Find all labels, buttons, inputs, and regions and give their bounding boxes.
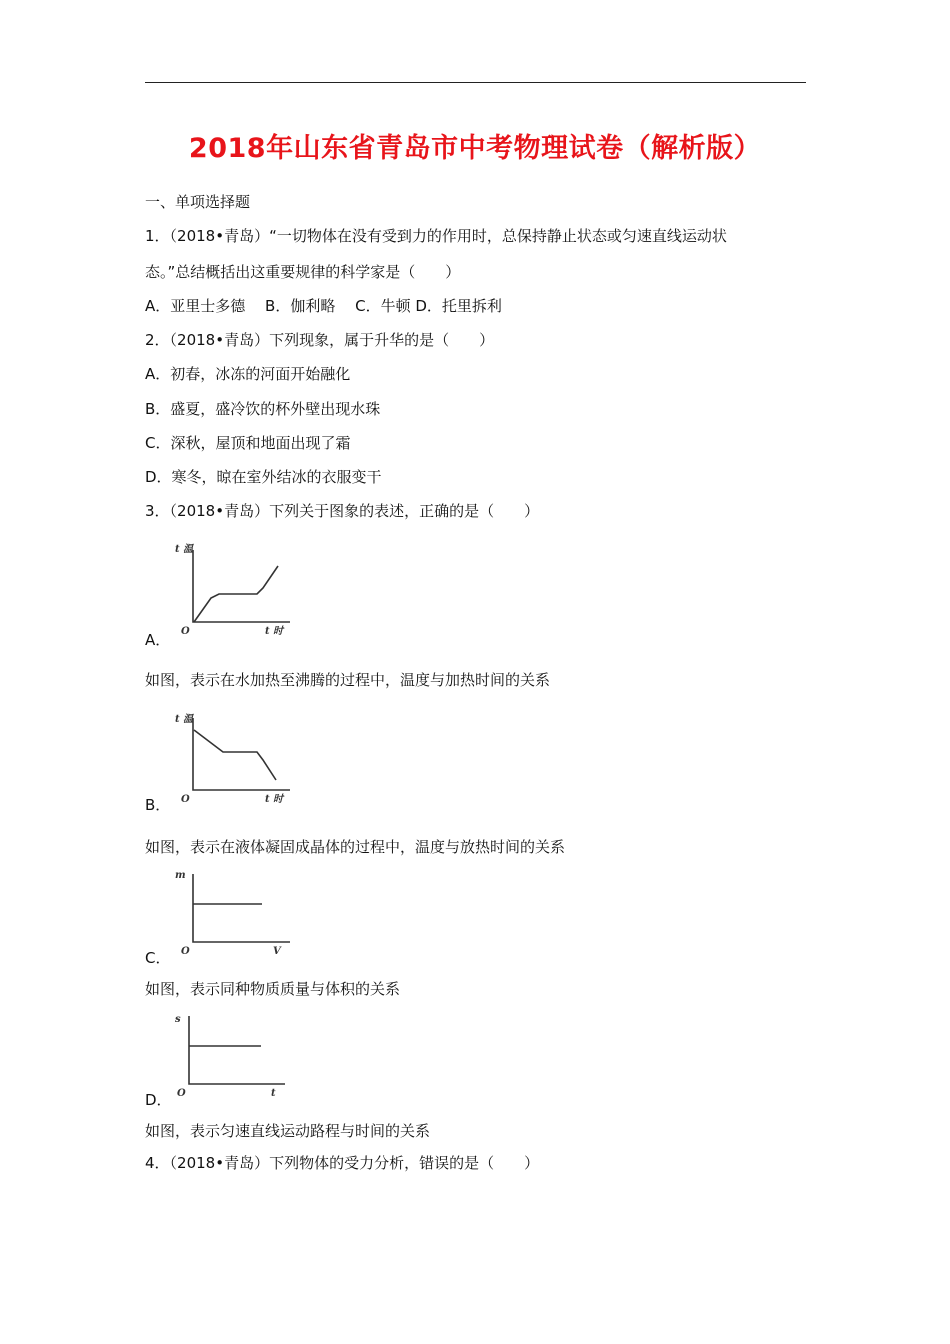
- q2-option-a: A．初春，冰冻的河面开始融化: [145, 365, 351, 383]
- q3-option-b-letter: B．: [145, 796, 171, 814]
- graph-a-curve: [194, 566, 278, 622]
- graph-b-y-label: t 温: [175, 714, 194, 725]
- graph-a-x-label: t 时: [265, 626, 284, 637]
- graph-d-y-label: s: [175, 1014, 181, 1025]
- q1-stem-line1: 1．（2018•青岛）“一切物体在没有受到力的作用时，总保持静止状态或匀速直线运动状: [145, 227, 727, 245]
- q2-option-d: D．寒冬，晾在室外结冰的衣服变干: [145, 468, 382, 486]
- q3-option-a-caption: 如图，表示在水加热至沸腾的过程中，温度与加热时间的关系: [145, 671, 551, 689]
- q2-stem: 2．（2018•青岛）下列现象，属于升华的是（ ）: [145, 331, 495, 349]
- graph-c-axes: [193, 874, 290, 942]
- graph-c-origin: O: [181, 946, 190, 956]
- q3-graph-d: [165, 1008, 295, 1098]
- q3-option-b-caption: 如图，表示在液体凝固成晶体的过程中，温度与放热时间的关系: [145, 838, 566, 856]
- q4-stem: 4．（2018•青岛）下列物体的受力分析，错误的是（ ）: [145, 1154, 540, 1172]
- graph-c-x-label: V: [273, 946, 281, 956]
- q3-option-d-caption: 如图，表示匀速直线运动路程与时间的关系: [145, 1122, 431, 1140]
- graph-d-x-label: t: [271, 1088, 276, 1098]
- page-title: 2018年山东省青岛市中考物理试卷（解析版）: [188, 133, 762, 164]
- graph-b-x-label: t 时: [265, 794, 284, 805]
- q3-option-c-caption: 如图，表示同种物质质量与体积的关系: [145, 980, 401, 998]
- q2-option-b: B．盛夏，盛冷饮的杯外壁出现水珠: [145, 400, 381, 418]
- graph-a-origin: O: [181, 626, 190, 637]
- graph-d-origin: O: [177, 1088, 186, 1098]
- q3-option-d-letter: D．: [145, 1091, 172, 1109]
- q3-option-c-letter: C．: [145, 949, 171, 967]
- graph-a-axes: [193, 550, 290, 622]
- q1-options: A．亚里士多德 B．伽利略 C．牛顿 D．托里拆利: [145, 297, 502, 315]
- graph-b-origin: O: [181, 794, 190, 805]
- q3-option-a-letter: A．: [145, 631, 171, 649]
- q3-graph-c: [165, 866, 295, 956]
- q2-option-c: C．深秋，屋顶和地面出现了霜: [145, 434, 351, 452]
- q3-stem: 3．（2018•青岛）下列关于图象的表述，正确的是（ ）: [145, 502, 540, 520]
- section-heading: 一、单项选择题: [145, 193, 251, 211]
- graph-b-curve: [194, 730, 276, 780]
- graph-d-axes: [189, 1016, 285, 1084]
- q1-stem-line2: 态。”总结概括出这重要规律的科学家是（ ）: [145, 263, 461, 281]
- q3-graph-a: [165, 540, 295, 640]
- q3-graph-b: [165, 708, 295, 808]
- header-rule: [145, 82, 806, 83]
- graph-c-y-label: m: [175, 870, 186, 881]
- graph-a-y-label: t 温: [175, 544, 194, 555]
